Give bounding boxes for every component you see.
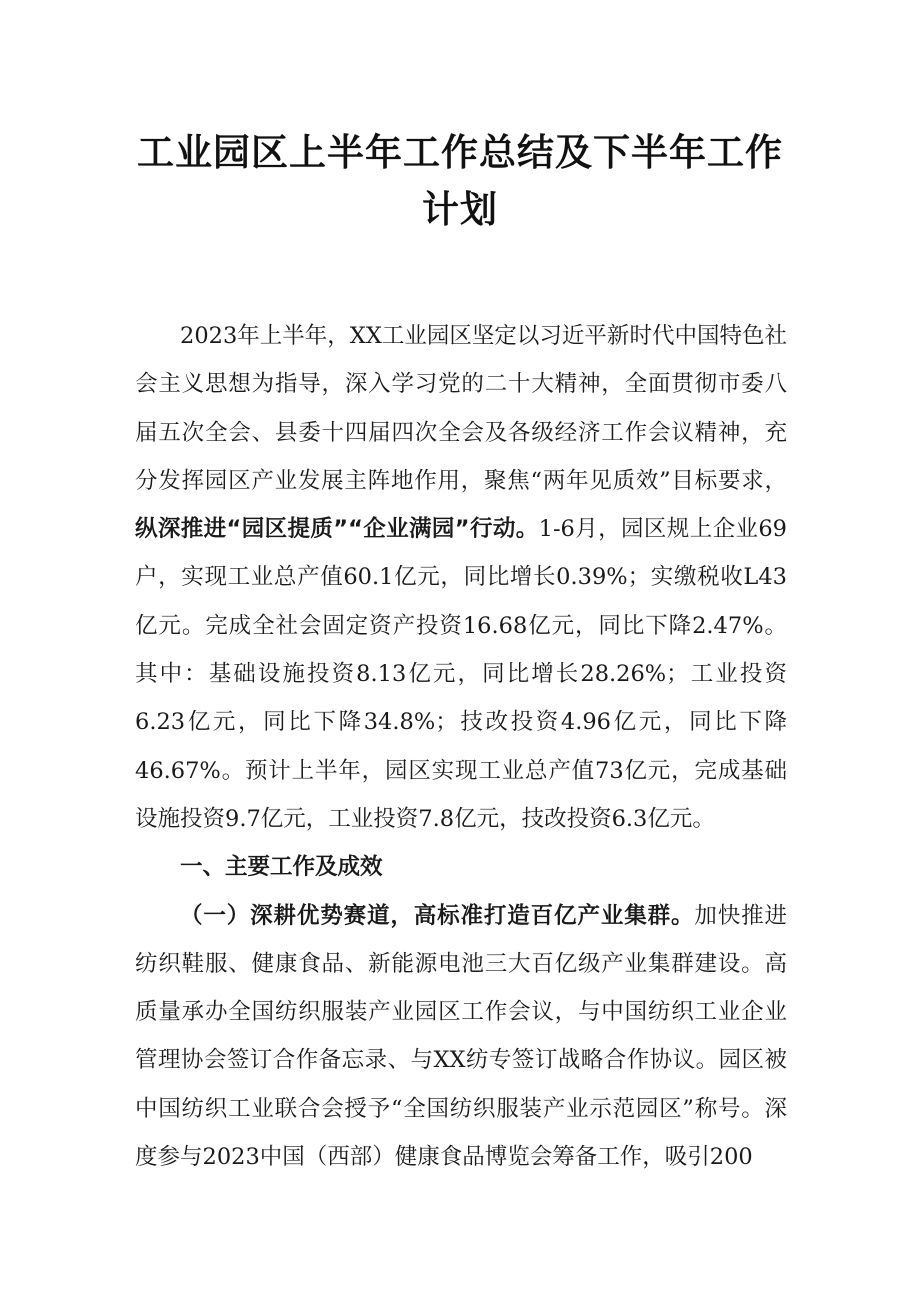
intro-paragraph xyxy=(135,312,787,843)
intro-paragraph-text-a: 2023年上半年，XX工业园区坚定以习近平新时代中国特色社会主义思想为指导，深入学习党的二十大精神，全面贯彻市委八届五次全会、县委十四届四次全会及各级经济工作会议精神，充分发挥园区产业发展主阵地作用，聚焦“两年见质效”目标要求， xyxy=(135,323,787,494)
intro-paragraph-text-b: 1-6月，园区规上企业69户，实现工业总产值60.1亿元，同比增长0.39%；实缴税收L43亿元。完成全社会固定资产投资16.68亿元，同比下降2.47%。其中：基础设施投资8.13亿元，同比增长28.26%；工业投资6.23亿元，同比下降34.8%；技改投资4.96亿元，同比下降46.67%。预计上半年，园区实现工业总产值73亿元，完成基础设施投资9.7亿元，工业投资7.8亿元，技改投资6.3亿元。 xyxy=(135,516,787,832)
industry-cluster-bold-lead: （一）深耕优势赛道，高标准打造百亿产业集群。 xyxy=(180,902,695,929)
intro-paragraph-bold-text: 纵深推进“园区提质”“企业满园”行动。 xyxy=(135,516,539,543)
section-heading-main-work: 一、主要工作及成效 xyxy=(180,854,383,881)
industry-cluster-paragraph xyxy=(135,892,787,1182)
industry-cluster-text: 加快推进纺织鞋服、健康食品、新能源电池三大百亿级产业集群建设。高质量承办全国纺织服装产业园区工作会议，与中国纺织工业企业管理协会签订合作备忘录、与XX纺专签订战略合作协议。园区被中国纺织工业联合会授予“全国纺织服装产业示范园区”称号。深度参与2023中国（西部）健康食品博览会筹备工作，吸引200 xyxy=(135,902,787,1171)
document-title-line-2: 计划 xyxy=(422,188,498,231)
document-body xyxy=(135,312,787,1181)
document-title-line-1: 工业园区上半年工作总结及下半年工作 xyxy=(137,131,783,174)
